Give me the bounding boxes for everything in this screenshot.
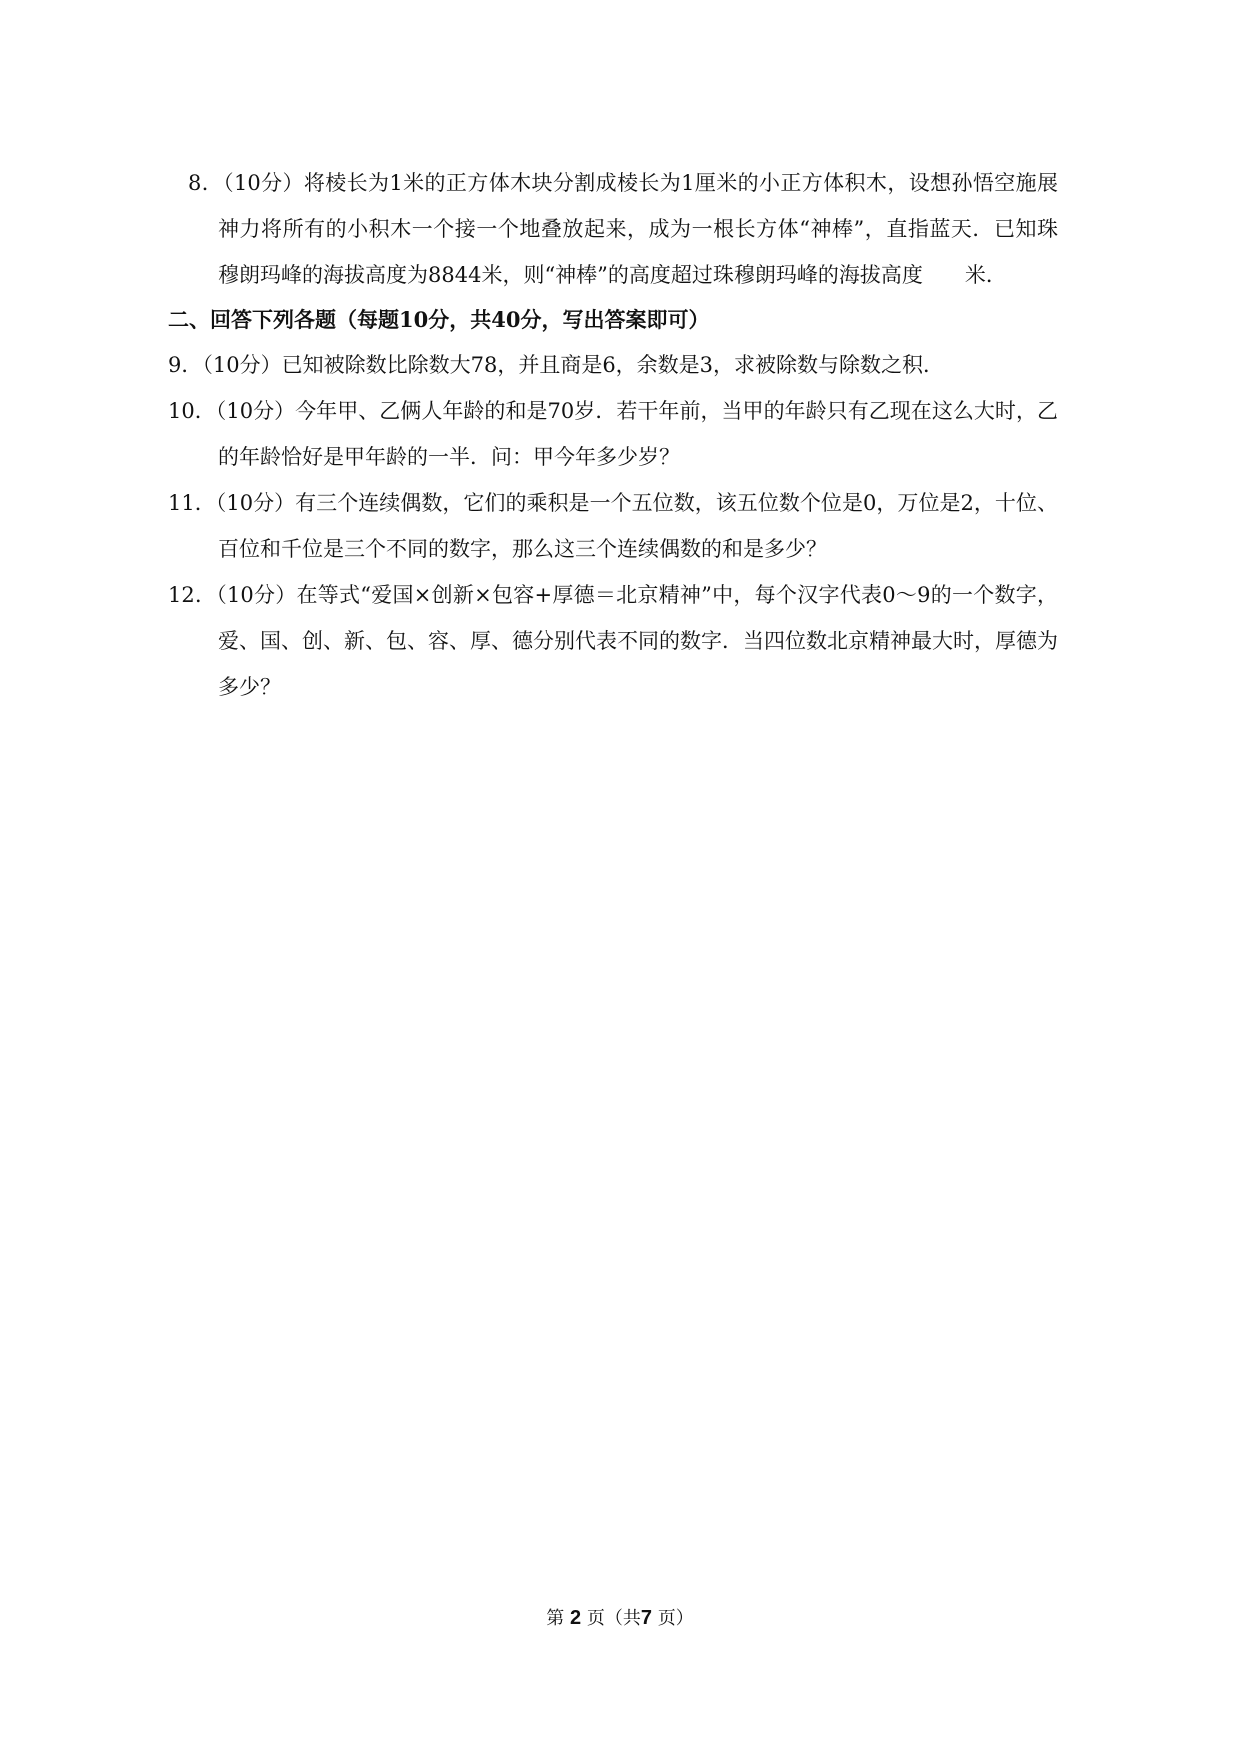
question-11-number: 11． [168,491,216,515]
page-content [168,160,1058,710]
footer-total-pages: 7 [640,1607,652,1629]
question-9 [168,342,1058,388]
question-12-number: 12． [168,583,217,607]
question-8-text: （10分）将棱长为1米的正方体木块分割成棱长为1厘米的小正方体积木，设想孙悟空施展神力将所有的小积木一个接一个地叠放起来，成为一根长方体“神棒”，直指蓝天．已知珠穆朗玛峰的海拔高度为8844米，则“神棒”的高度超过珠穆朗玛峰的海拔高度 米． [218,171,1058,287]
question-12 [168,572,1058,710]
question-8-number: 8． [188,171,224,195]
question-12-text: （10分）在等式“爱国×创新×包容+厚德＝北京精神”中，每个汉字代表0～9的一个数字，爱、国、创、新、包、容、厚、德分别代表不同的数字．当四位数北京精神最大时，厚德为多少？ [216,583,1058,699]
section-title: 二、回答下列各题（每题10分，共40分，写出答案即可） [168,307,710,332]
footer-suffix: 页） [657,1608,694,1629]
footer-prefix: 第 [546,1608,565,1629]
footer-middle: 页（共 [586,1608,641,1629]
question-11 [168,480,1058,572]
page-footer [0,1604,1240,1630]
question-10 [168,388,1058,480]
question-11-text: （10分）有三个连续偶数，它们的乘积是一个五位数，该五位数个位是0，万位是2，十位、百位和千位是三个不同的数字，那么这三个连续偶数的和是多少？ [215,491,1058,561]
question-9-text: （10分）已知被除数比除数大78，并且商是6，余数是3，求被除数与除数之积． [202,353,945,377]
question-9-number: 9． [168,353,203,377]
question-8 [188,160,1058,298]
question-10-text: （10分）今年甲、乙俩人年龄的和是70岁．若干年前，当甲的年龄只有乙现在这么大时，乙的年龄恰好是甲年龄的一半．问：甲今年多少岁？ [215,399,1058,469]
footer-page-number: 2 [570,1607,582,1629]
question-10-number: 10． [168,399,216,423]
